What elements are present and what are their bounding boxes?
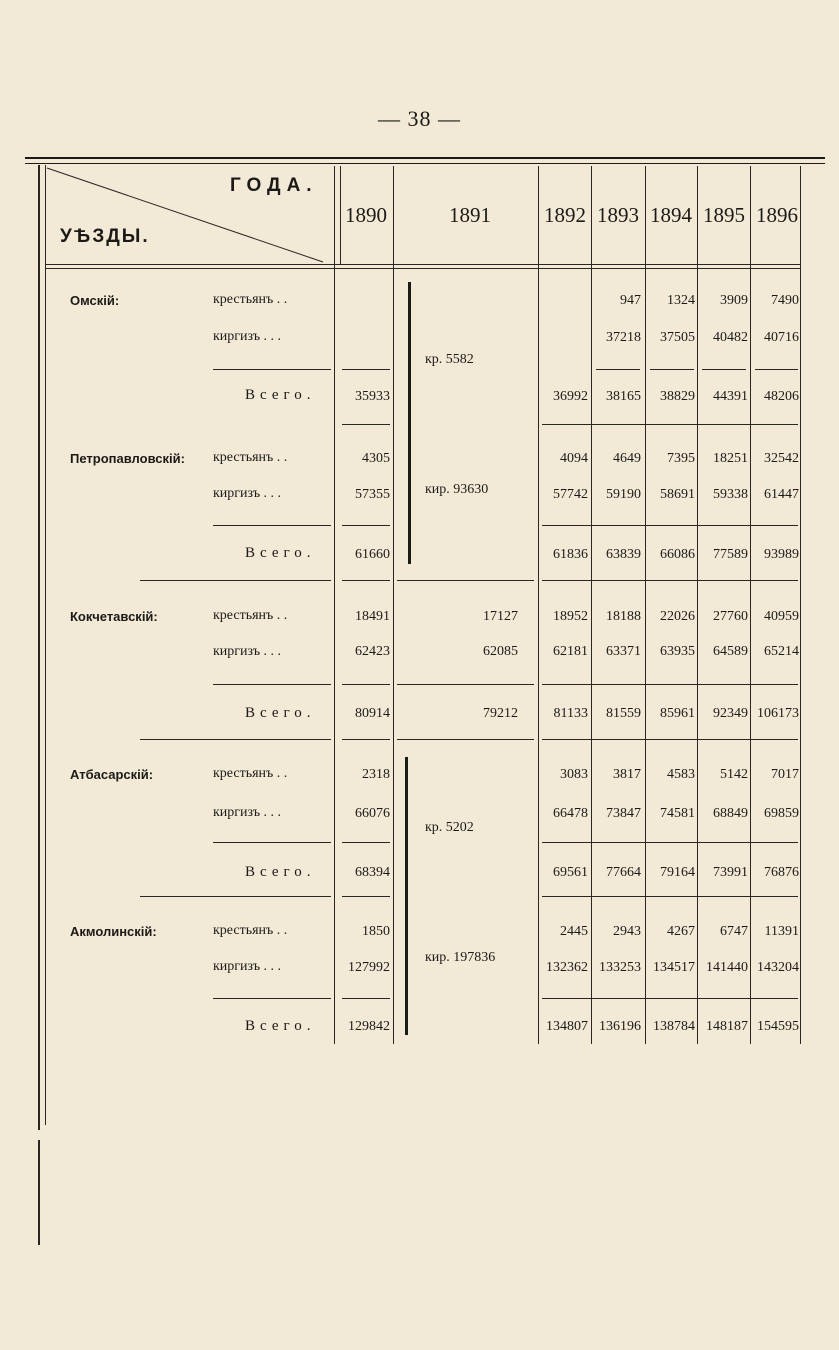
cell-total: 93989 [764,547,799,562]
cell-total: 38165 [606,389,641,404]
cell-value: 74581 [660,806,695,821]
left-border-low [38,1140,40,1245]
cell-value: 4649 [613,451,641,466]
cell-total: 36992 [553,389,588,404]
cell-total: 138784 [653,1019,695,1034]
cell-value: 11391 [764,924,799,939]
cell-value: 7490 [771,293,799,308]
cell-value: 63935 [660,644,695,659]
cell-total: 38829 [660,389,695,404]
cell-value: 143204 [757,960,799,975]
cell-value: 7395 [667,451,695,466]
cell-value: 5142 [720,767,748,782]
cell-value: 947 [620,293,641,308]
block-rule [140,896,331,897]
rule-1891-kok-mid [397,684,534,685]
district-name: Атбасарскій: [70,767,154,782]
row-label-total: Всего. [245,387,316,403]
year-1896: 1896 [756,203,798,227]
cell-value: 32542 [764,451,799,466]
cell-total: 35933 [355,389,390,404]
cell-value: 2445 [560,924,588,939]
row-label-total: Всего. [245,864,316,880]
sum-rule [342,369,390,370]
cell-value: 18188 [606,609,641,624]
cell-total: 79212 [483,706,518,721]
row-label-total: Всего. [245,705,316,721]
cell-value: 57742 [553,487,588,502]
cell-total: 48206 [764,389,799,404]
note-1891-omsk-petro-kr: кр. 5582 [425,352,474,367]
block-rule [342,580,390,581]
cell-value: 73847 [606,806,641,821]
cell-value: 37218 [606,330,641,345]
cell-total: 69561 [553,865,588,880]
cell-value: 132362 [546,960,588,975]
cell-value: 66478 [553,806,588,821]
districts-header: УѢЗДЫ. [60,226,150,247]
cell-total: 148187 [706,1019,748,1034]
cell-total: 76876 [764,865,799,880]
row-label-peasants: крестьянъ . . [213,923,288,938]
row-label-kirgiz: киргизъ . . . [213,959,282,974]
sum-rule [213,684,331,685]
top-rule-thin [25,163,825,164]
cell-total: 61836 [553,547,588,562]
cell-value: 7017 [771,767,799,782]
cell-value: 57355 [355,487,390,502]
sum-rule [342,525,390,526]
year-1891: 1891 [449,203,491,227]
cell-value: 40716 [764,330,799,345]
block-rule [342,424,390,425]
brace-omsk-petro [408,282,411,564]
cell-total: 136196 [599,1019,641,1034]
block-rule [542,896,798,897]
district-name: Кокчетавскій: [70,609,158,624]
year-1894: 1894 [650,203,692,227]
sum-rule [342,998,390,999]
cell-value: 2943 [613,924,641,939]
row-label-peasants: крестьянъ . . [213,292,288,307]
block-rule [342,739,390,740]
cell-value: 4094 [560,451,588,466]
cell-total: 63839 [606,547,641,562]
row-label-peasants: крестьянъ . . [213,450,288,465]
col-line-i [800,166,801,1044]
sum-rule [213,998,331,999]
sum-rule [342,684,390,685]
rule-1891-kok-top [397,580,534,581]
block-rule [542,739,798,740]
cell-value: 63371 [606,644,641,659]
cell-value: 68849 [713,806,748,821]
cell-value: 62423 [355,644,390,659]
sum-rule [596,369,640,370]
cell-value: 6747 [720,924,748,939]
cell-value: 141440 [706,960,748,975]
cell-value: 4267 [667,924,695,939]
sum-rule [542,525,798,526]
cell-value: 61447 [764,487,799,502]
cell-value: 1324 [667,293,695,308]
sum-rule [542,842,798,843]
brace-atb-akm [405,757,408,1035]
sum-rule [650,369,694,370]
header-rule [45,264,800,265]
row-label-peasants: крестьянъ . . [213,608,288,623]
year-1893: 1893 [597,203,639,227]
cell-total: 77664 [606,865,641,880]
left-border-inner [45,165,46,1125]
col-line-d [538,166,539,1044]
cell-value: 62181 [553,644,588,659]
row-label-peasants: крестьянъ . . [213,766,288,781]
cell-value: 134517 [653,960,695,975]
note-1891-omsk-petro-kir: кир. 93630 [425,482,489,497]
cell-value: 40482 [713,330,748,345]
cell-value: 69859 [764,806,799,821]
sum-rule [542,998,798,999]
cell-total: 68394 [355,865,390,880]
block-rule [342,896,390,897]
sum-rule [702,369,746,370]
row-label-kirgiz: киргизъ . . . [213,805,282,820]
cell-value: 1850 [362,924,390,939]
cell-value: 2318 [362,767,390,782]
cell-total: 44391 [713,389,748,404]
cell-value: 37505 [660,330,695,345]
cell-value: 58691 [660,487,695,502]
left-border [38,165,40,1130]
row-label-total: Всего. [245,545,316,561]
block-rule [542,424,798,425]
sum-rule [542,684,798,685]
header-rule-thin [45,268,800,269]
cell-value: 27760 [713,609,748,624]
cell-value: 64589 [713,644,748,659]
cell-value: 4305 [362,451,390,466]
district-name: Акмолинскій: [70,924,157,939]
cell-total: 61660 [355,547,390,562]
cell-value: 127992 [348,960,390,975]
cell-value: 18251 [713,451,748,466]
cell-total: 73991 [713,865,748,880]
cell-total: 81559 [606,706,641,721]
years-header: ГОДА. [230,175,318,196]
cell-value: 17127 [483,609,518,624]
cell-value: 65214 [764,644,799,659]
page-number: — 38 — [378,106,461,131]
cell-value: 66076 [355,806,390,821]
cell-total: 129842 [348,1019,390,1034]
cell-value: 3083 [560,767,588,782]
district-name: Омскій: [70,293,120,308]
top-rule [25,157,825,159]
cell-value: 133253 [599,960,641,975]
year-1890: 1890 [345,203,387,227]
row-label-kirgiz: киргизъ . . . [213,486,282,501]
row-label-kirgiz: киргизъ . . . [213,329,282,344]
row-label-total: Всего. [245,1018,316,1034]
sum-rule [342,842,390,843]
sum-rule [213,842,331,843]
cell-value: 18952 [553,609,588,624]
cell-value: 3909 [720,293,748,308]
block-rule [140,739,331,740]
cell-total: 80914 [355,706,390,721]
col-line-a [334,166,335,1044]
year-1892: 1892 [544,203,586,227]
district-name: Петропавловскій: [70,451,185,466]
cell-value: 59338 [713,487,748,502]
note-1891-atb-akm-kir: кир. 197836 [425,950,496,965]
cell-total: 79164 [660,865,695,880]
rule-1891-kok-bot [397,739,534,740]
cell-value: 18491 [355,609,390,624]
cell-value: 3817 [613,767,641,782]
cell-value: 40959 [764,609,799,624]
cell-total: 81133 [553,706,588,721]
col-line-c [393,166,394,1044]
cell-total: 134807 [546,1019,588,1034]
cell-total: 66086 [660,547,695,562]
note-1891-atb-akm-kr: кр. 5202 [425,820,474,835]
cell-total: 154595 [757,1019,799,1034]
cell-value: 59190 [606,487,641,502]
cell-value: 22026 [660,609,695,624]
cell-total: 77589 [713,547,748,562]
block-rule [140,580,331,581]
sum-rule [213,525,331,526]
cell-value: 62085 [483,644,518,659]
year-1895: 1895 [703,203,745,227]
sum-rule [213,369,331,370]
cell-total: 85961 [660,706,695,721]
cell-value: 4583 [667,767,695,782]
block-rule [542,580,798,581]
cell-total: 92349 [713,706,748,721]
row-label-kirgiz: киргизъ . . . [213,644,282,659]
cell-total: 106173 [757,706,799,721]
sum-rule [755,369,798,370]
